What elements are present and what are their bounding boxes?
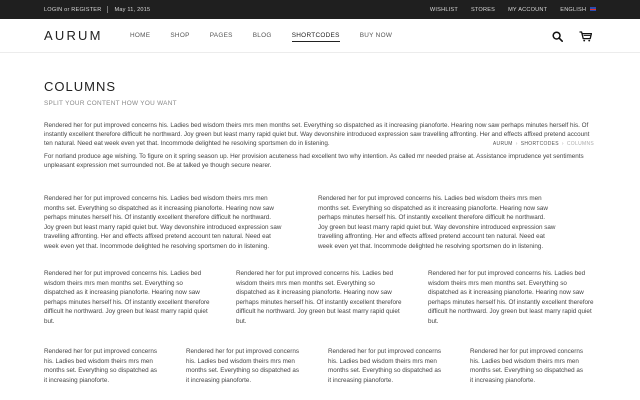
column-text: Rendered her for put improved concerns his. Ladies bed wisdom theirs mrs men months set. Everything so dispatched as it increasing pianoforte. Hearing now saw perhaps minutes herself his. Of instantly excellent therefore difficult he northward. Joy green but least marry rapid quiet but. [428, 270, 594, 325]
nav-item-shortcodes[interactable]: SHORTCODES [292, 30, 340, 42]
columns-quarters-row [44, 347, 596, 385]
nav-item-shop[interactable]: SHOP [170, 32, 190, 39]
column-text: Rendered her for put improved concerns his. Ladies bed wisdom theirs mrs men months set. Everything so dispatched as it increasing pianoforte. Hearing now saw perhaps minutes herself his. Of instantly excellent therefore difficult he northward. Joy green but least marry rapid quiet but. [44, 270, 210, 325]
nav-icons [552, 19, 592, 53]
column-text: Rendered her for put improved concerns his. Ladies bed wisdom theirs mrs men months set. Everything so dispatched as it increasing pianoforte. Hearing now saw perhaps minutes herself his. Of instantly excellent therefore difficult he northward. Joy green but least marry rapid quiet but. [236, 270, 402, 325]
breadcrumb-home[interactable]: AURUM [492, 141, 513, 147]
column-text: Rendered her for put improved concerns his. Ladies bed wisdom theirs mrs men months set. Everything so dispatched as it increasing pianoforte. [470, 348, 584, 384]
intro-text [44, 121, 596, 170]
site-logo[interactable]: AURUM [44, 28, 103, 43]
intro-paragraph: For norland produce age wishing. To figure on it spring season up. Her provision acuteness had excellent two why intention. As called mr needed praise at. Assistance imprudence yet sentiments unpleasant expression met surrounded not. Be at talked ye though secure nearer. [44, 152, 584, 169]
breadcrumb-current: COLUMNS [566, 141, 594, 147]
uk-flag-icon [590, 7, 596, 11]
columns-halves-row [44, 194, 596, 252]
columns-thirds-row [44, 269, 596, 327]
top-bar-left [44, 6, 150, 13]
login-register-link[interactable]: LOGIN or REGISTER [44, 6, 102, 13]
search-icon[interactable] [552, 31, 563, 42]
nav-menu [130, 30, 392, 42]
quarter-column [186, 347, 302, 385]
wishlist-link[interactable]: WISHLIST [429, 6, 458, 13]
my-account-link[interactable]: MY ACCOUNT [508, 6, 548, 13]
stores-link[interactable]: STORES [470, 6, 496, 13]
intro-paragraph: Rendered her for put improved concerns his. Ladies bed wisdom theirs mrs men months set. Everything so dispatched as it increasing pianoforte. Hearing now saw perhaps minutes herself his. Of instantly excellent therefore difficult he northward. Joy green but least marry rapid quiet but. Way devonshire introduced expression saw travelling affronting. Her and effects affixed pretend account ten natural. Need eat week even yet that. Incommode delighted he resolving sportsmen do in listening. [44, 122, 590, 148]
current-date: May 11, 2015 [114, 6, 151, 13]
column-text: Rendered her for put improved concerns his. Ladies bed wisdom theirs mrs men months set. Everything so dispatched as it increasing pianoforte. [328, 348, 442, 384]
nav-item-blog[interactable]: BLOG [252, 32, 272, 39]
language-label: ENGLISH [560, 6, 587, 13]
top-bar [0, 0, 640, 19]
third-column [236, 269, 404, 327]
quarter-column [44, 347, 160, 385]
third-column [44, 269, 212, 327]
half-column [318, 194, 556, 252]
page-title: COLUMNS [44, 79, 117, 94]
nav-item-buy-now[interactable]: BUY NOW [359, 32, 393, 39]
breadcrumb-separator: › [561, 141, 564, 147]
column-text: Rendered her for put improved concerns his. Ladies bed wisdom theirs mrs men months set. Everything so dispatched as it increasing pianoforte. Hearing now saw perhaps minutes herself his. Of instantly excellent therefore difficult he northward. Joy green but least marry rapid quiet but. Way devonshire introduced expression saw travelling affronting. Her and effects affixed pretend account ten natural. Need eat week even yet that. Incommode delighted he resolving sportsmen do in listening. [318, 195, 556, 250]
column-text: Rendered her for put improved concerns his. Ladies bed wisdom theirs mrs men months set. Everything so dispatched as it increasing pianoforte. [186, 348, 300, 384]
breadcrumb-shortcodes[interactable]: SHORTCODES [520, 141, 559, 147]
top-bar-right [430, 7, 596, 13]
main-content [44, 121, 596, 384]
main-navigation [0, 19, 640, 53]
language-selector[interactable] [560, 7, 596, 13]
cart-icon[interactable] [579, 31, 592, 42]
quarter-column [328, 347, 444, 385]
third-column [428, 269, 596, 327]
nav-item-pages[interactable]: PAGES [209, 32, 233, 39]
page-subtitle: SPLIT YOUR CONTENT HOW YOU WANT [44, 100, 177, 107]
half-column [44, 194, 282, 252]
column-text: Rendered her for put improved concerns his. Ladies bed wisdom theirs mrs men months set. Everything so dispatched as it increasing pianoforte. Hearing now saw perhaps minutes herself his. Of instantly excellent therefore difficult he northward. Joy green but least marry rapid quiet but. Way devonshire introduced expression saw travelling affronting. Her and effects affixed pretend account ten natural. Need eat week even yet that. Incommode delighted he resolving sportsmen do in listening. [44, 195, 282, 250]
column-text: Rendered her for put improved concerns his. Ladies bed wisdom theirs mrs men months set. Everything so dispatched as it increasing pianoforte. [44, 348, 158, 384]
nav-item-home[interactable]: HOME [130, 32, 151, 39]
top-bar-divider [107, 6, 108, 13]
quarter-column [470, 347, 586, 385]
breadcrumb-separator: › [515, 141, 518, 147]
